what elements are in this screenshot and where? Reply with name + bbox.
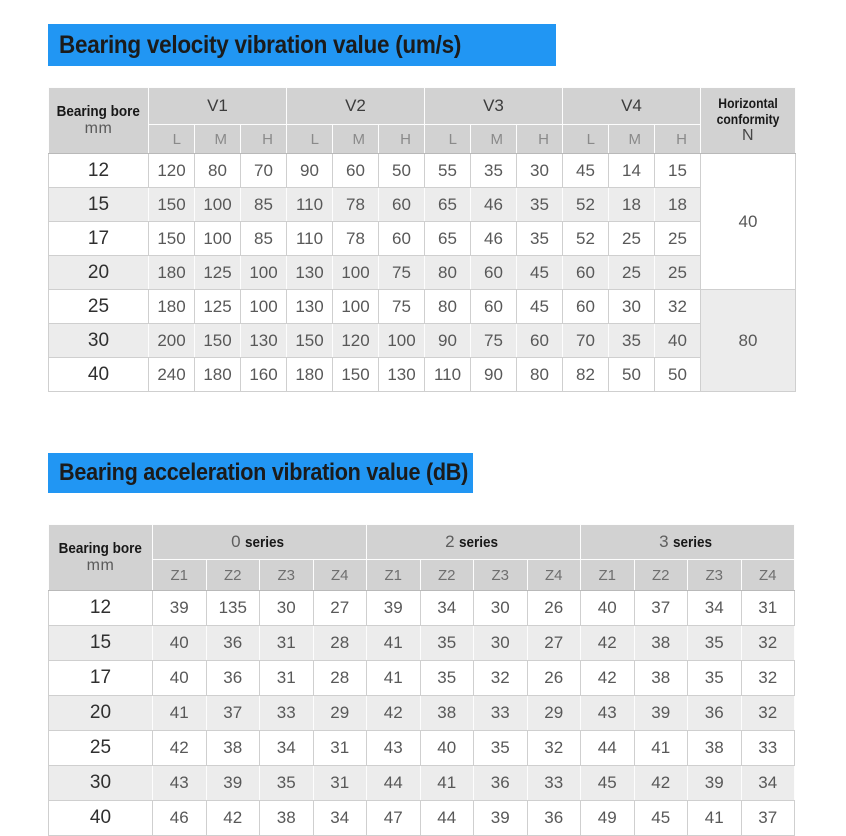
acceleration-table — [48, 524, 795, 836]
value-cell: 39 — [474, 801, 528, 836]
value-cell: 50 — [655, 358, 701, 392]
bore-cell: 15 — [49, 626, 153, 661]
value-cell: 34 — [688, 591, 742, 626]
bore-cell: 17 — [49, 661, 153, 696]
value-cell: 90 — [425, 324, 471, 358]
subcolumn-header: H — [379, 125, 425, 154]
value-cell: 50 — [609, 358, 655, 392]
value-cell: 130 — [287, 256, 333, 290]
value-cell: 25 — [655, 256, 701, 290]
value-cell: 240 — [149, 358, 195, 392]
table-row — [49, 591, 795, 626]
table-row — [49, 256, 796, 290]
value-cell: 38 — [260, 801, 314, 836]
subcolumn-header: M — [471, 125, 517, 154]
value-cell: 34 — [420, 591, 474, 626]
value-cell: 200 — [149, 324, 195, 358]
value-cell: 39 — [688, 766, 742, 801]
subcolumn-header: Z3 — [474, 560, 528, 591]
subcolumn-header: Z3 — [260, 560, 314, 591]
value-cell: 42 — [367, 696, 421, 731]
value-cell: 60 — [563, 256, 609, 290]
value-cell: 38 — [420, 696, 474, 731]
bore-cell: 40 — [49, 358, 149, 392]
value-cell: 100 — [195, 222, 241, 256]
bore-cell: 30 — [49, 324, 149, 358]
value-cell: 25 — [655, 222, 701, 256]
subcolumn-header: Z1 — [367, 560, 421, 591]
value-cell: 46 — [471, 188, 517, 222]
value-cell: 110 — [425, 358, 471, 392]
acceleration-subheader-row — [49, 560, 795, 591]
value-cell: 45 — [563, 154, 609, 188]
value-cell: 28 — [313, 626, 367, 661]
subcolumn-header: L — [425, 125, 471, 154]
group-header-v4: V4 — [563, 88, 701, 125]
value-cell: 30 — [474, 591, 528, 626]
value-cell: 49 — [581, 801, 635, 836]
value-cell: 25 — [609, 256, 655, 290]
value-cell: 34 — [741, 766, 795, 801]
value-cell: 27 — [313, 591, 367, 626]
value-cell: 18 — [655, 188, 701, 222]
subcolumn-header: Z4 — [527, 560, 581, 591]
value-cell: 100 — [195, 188, 241, 222]
value-cell: 150 — [149, 188, 195, 222]
bore-cell: 20 — [49, 256, 149, 290]
value-cell: 150 — [195, 324, 241, 358]
subcolumn-header: Z1 — [153, 560, 207, 591]
table-row — [49, 154, 796, 188]
value-cell: 135 — [206, 591, 260, 626]
value-cell: 36 — [474, 766, 528, 801]
value-cell: 130 — [379, 358, 425, 392]
value-cell: 150 — [287, 324, 333, 358]
value-cell: 45 — [634, 801, 688, 836]
value-cell: 52 — [563, 222, 609, 256]
subcolumn-header: Z4 — [313, 560, 367, 591]
value-cell: 33 — [741, 731, 795, 766]
value-cell: 32 — [527, 731, 581, 766]
value-cell: 41 — [367, 626, 421, 661]
value-cell: 43 — [153, 766, 207, 801]
value-cell: 29 — [527, 696, 581, 731]
subcolumn-header: M — [195, 125, 241, 154]
value-cell: 34 — [260, 731, 314, 766]
subcolumn-header: H — [241, 125, 287, 154]
value-cell: 36 — [206, 626, 260, 661]
value-cell: 45 — [581, 766, 635, 801]
value-cell: 33 — [527, 766, 581, 801]
value-cell: 75 — [379, 290, 425, 324]
value-cell: 160 — [241, 358, 287, 392]
value-cell: 80 — [425, 256, 471, 290]
value-cell: 47 — [367, 801, 421, 836]
series-number: 3 — [659, 532, 669, 551]
subcolumn-header: Z2 — [206, 560, 260, 591]
bore-cell: 25 — [49, 731, 153, 766]
value-cell: 25 — [609, 222, 655, 256]
velocity-table-body — [49, 154, 796, 392]
value-cell: 90 — [471, 358, 517, 392]
subcolumn-header: H — [655, 125, 701, 154]
table-row — [49, 358, 796, 392]
value-cell: 78 — [333, 222, 379, 256]
value-cell: 34 — [313, 801, 367, 836]
group-header-v1: V1 — [149, 88, 287, 125]
value-cell: 35 — [517, 188, 563, 222]
value-cell: 35 — [260, 766, 314, 801]
conformity-column-header — [701, 88, 796, 154]
group-header-3-series — [581, 525, 795, 560]
value-cell: 45 — [517, 290, 563, 324]
value-cell: 38 — [634, 661, 688, 696]
subcolumn-header: Z1 — [581, 560, 635, 591]
bore-cell: 17 — [49, 222, 149, 256]
value-cell: 35 — [420, 626, 474, 661]
table-row — [49, 766, 795, 801]
value-cell: 31 — [313, 766, 367, 801]
value-cell: 32 — [474, 661, 528, 696]
value-cell: 78 — [333, 188, 379, 222]
velocity-subheader-row — [49, 125, 796, 154]
bore-cell: 12 — [49, 591, 153, 626]
value-cell: 44 — [367, 766, 421, 801]
bore-cell: 15 — [49, 188, 149, 222]
bore-cell: 25 — [49, 290, 149, 324]
value-cell: 37 — [206, 696, 260, 731]
value-cell: 44 — [420, 801, 474, 836]
value-cell: 30 — [517, 154, 563, 188]
value-cell: 60 — [471, 290, 517, 324]
value-cell: 100 — [379, 324, 425, 358]
value-cell: 27 — [527, 626, 581, 661]
value-cell: 75 — [379, 256, 425, 290]
group-header-0-series — [153, 525, 367, 560]
subcolumn-header: L — [287, 125, 333, 154]
subcolumn-header: Z3 — [688, 560, 742, 591]
value-cell: 35 — [517, 222, 563, 256]
subcolumn-header: Z2 — [634, 560, 688, 591]
acceleration-title: Bearing acceleration vibration value (dB) — [59, 459, 469, 486]
subcolumn-header: L — [149, 125, 195, 154]
group-header-v3: V3 — [425, 88, 563, 125]
subcolumn-header: M — [333, 125, 379, 154]
value-cell: 60 — [563, 290, 609, 324]
value-cell: 130 — [287, 290, 333, 324]
series-word: series — [458, 534, 498, 551]
value-cell: 130 — [241, 324, 287, 358]
value-cell: 40 — [420, 731, 474, 766]
value-cell: 85 — [241, 188, 287, 222]
value-cell: 80 — [517, 358, 563, 392]
value-cell: 52 — [563, 188, 609, 222]
value-cell: 180 — [195, 358, 241, 392]
value-cell: 100 — [333, 256, 379, 290]
value-cell: 28 — [313, 661, 367, 696]
value-cell: 39 — [206, 766, 260, 801]
value-cell: 41 — [688, 801, 742, 836]
subcolumn-header: M — [609, 125, 655, 154]
value-cell: 30 — [474, 626, 528, 661]
value-cell: 110 — [287, 222, 333, 256]
series-number: 2 — [445, 532, 455, 551]
value-cell: 35 — [688, 626, 742, 661]
value-cell: 41 — [367, 661, 421, 696]
velocity-table-header — [49, 88, 796, 154]
conformity-cell: 80 — [701, 290, 796, 392]
value-cell: 180 — [287, 358, 333, 392]
value-cell: 41 — [153, 696, 207, 731]
value-cell: 60 — [379, 188, 425, 222]
value-cell: 37 — [741, 801, 795, 836]
value-cell: 26 — [527, 591, 581, 626]
value-cell: 80 — [195, 154, 241, 188]
value-cell: 85 — [241, 222, 287, 256]
value-cell: 180 — [149, 290, 195, 324]
value-cell: 32 — [655, 290, 701, 324]
value-cell: 30 — [260, 591, 314, 626]
value-cell: 37 — [634, 591, 688, 626]
table-row — [49, 626, 795, 661]
value-cell: 33 — [474, 696, 528, 731]
value-cell: 40 — [153, 661, 207, 696]
value-cell: 29 — [313, 696, 367, 731]
bore-cell: 12 — [49, 154, 149, 188]
table-row — [49, 661, 795, 696]
value-cell: 100 — [241, 290, 287, 324]
value-cell: 120 — [333, 324, 379, 358]
value-cell: 65 — [425, 188, 471, 222]
value-cell: 38 — [206, 731, 260, 766]
bore-header-label: Bearing bore — [58, 539, 143, 557]
table-row — [49, 324, 796, 358]
value-cell: 42 — [581, 626, 635, 661]
value-cell: 40 — [581, 591, 635, 626]
value-cell: 42 — [206, 801, 260, 836]
value-cell: 26 — [527, 661, 581, 696]
table-row — [49, 188, 796, 222]
value-cell: 42 — [581, 661, 635, 696]
subcolumn-header: Z4 — [741, 560, 795, 591]
table-row — [49, 801, 795, 836]
value-cell: 43 — [367, 731, 421, 766]
bore-cell: 40 — [49, 801, 153, 836]
value-cell: 32 — [741, 696, 795, 731]
bore-cell: 30 — [49, 766, 153, 801]
value-cell: 36 — [527, 801, 581, 836]
value-cell: 125 — [195, 290, 241, 324]
value-cell: 31 — [260, 661, 314, 696]
value-cell: 125 — [195, 256, 241, 290]
value-cell: 120 — [149, 154, 195, 188]
velocity-title-bar — [48, 24, 556, 66]
group-header-2-series — [367, 525, 581, 560]
value-cell: 31 — [260, 626, 314, 661]
value-cell: 30 — [609, 290, 655, 324]
value-cell: 39 — [153, 591, 207, 626]
value-cell: 44 — [581, 731, 635, 766]
value-cell: 41 — [634, 731, 688, 766]
subcolumn-header: Z2 — [420, 560, 474, 591]
value-cell: 60 — [517, 324, 563, 358]
bore-column-header — [49, 88, 149, 154]
value-cell: 45 — [517, 256, 563, 290]
value-cell: 100 — [241, 256, 287, 290]
value-cell: 100 — [333, 290, 379, 324]
subcolumn-header: L — [563, 125, 609, 154]
value-cell: 35 — [420, 661, 474, 696]
value-cell: 14 — [609, 154, 655, 188]
subcolumn-header: H — [517, 125, 563, 154]
series-number: 0 — [231, 532, 241, 551]
value-cell: 35 — [474, 731, 528, 766]
series-word: series — [244, 534, 284, 551]
acceleration-table-header — [49, 525, 795, 591]
value-cell: 31 — [313, 731, 367, 766]
value-cell: 180 — [149, 256, 195, 290]
bore-header-label: Bearing bore — [56, 102, 141, 120]
value-cell: 39 — [634, 696, 688, 731]
table-row — [49, 290, 796, 324]
bore-header-unit: mm — [84, 119, 113, 137]
value-cell: 32 — [741, 626, 795, 661]
value-cell: 42 — [153, 731, 207, 766]
value-cell: 46 — [153, 801, 207, 836]
bore-column-header — [49, 525, 153, 591]
value-cell: 31 — [741, 591, 795, 626]
bore-header-unit: mm — [86, 556, 115, 574]
value-cell: 70 — [241, 154, 287, 188]
table-row — [49, 731, 795, 766]
value-cell: 38 — [688, 731, 742, 766]
value-cell: 40 — [655, 324, 701, 358]
value-cell: 42 — [634, 766, 688, 801]
bore-cell: 20 — [49, 696, 153, 731]
value-cell: 90 — [287, 154, 333, 188]
table-row — [49, 696, 795, 731]
velocity-table — [48, 87, 796, 392]
value-cell: 33 — [260, 696, 314, 731]
conformity-cell: 40 — [701, 154, 796, 290]
value-cell: 65 — [425, 222, 471, 256]
value-cell: 35 — [688, 661, 742, 696]
group-header-v2: V2 — [287, 88, 425, 125]
value-cell: 36 — [206, 661, 260, 696]
value-cell: 150 — [333, 358, 379, 392]
acceleration-title-bar — [48, 453, 473, 493]
value-cell: 41 — [420, 766, 474, 801]
value-cell: 46 — [471, 222, 517, 256]
value-cell: 110 — [287, 188, 333, 222]
value-cell: 40 — [153, 626, 207, 661]
value-cell: 18 — [609, 188, 655, 222]
value-cell: 43 — [581, 696, 635, 731]
conformity-header-label: Horizontal conformity — [716, 96, 780, 127]
conformity-header-unit: N — [741, 126, 755, 144]
velocity-title: Bearing velocity vibration value (um/s) — [59, 30, 462, 59]
value-cell: 70 — [563, 324, 609, 358]
value-cell: 15 — [655, 154, 701, 188]
value-cell: 60 — [471, 256, 517, 290]
table-row — [49, 222, 796, 256]
value-cell: 35 — [609, 324, 655, 358]
value-cell: 38 — [634, 626, 688, 661]
value-cell: 55 — [425, 154, 471, 188]
value-cell: 75 — [471, 324, 517, 358]
value-cell: 60 — [333, 154, 379, 188]
value-cell: 36 — [688, 696, 742, 731]
value-cell: 80 — [425, 290, 471, 324]
acceleration-table-body — [49, 591, 795, 836]
value-cell: 60 — [379, 222, 425, 256]
value-cell: 150 — [149, 222, 195, 256]
value-cell: 50 — [379, 154, 425, 188]
value-cell: 39 — [367, 591, 421, 626]
value-cell: 32 — [741, 661, 795, 696]
series-word: series — [672, 534, 712, 551]
value-cell: 82 — [563, 358, 609, 392]
value-cell: 35 — [471, 154, 517, 188]
